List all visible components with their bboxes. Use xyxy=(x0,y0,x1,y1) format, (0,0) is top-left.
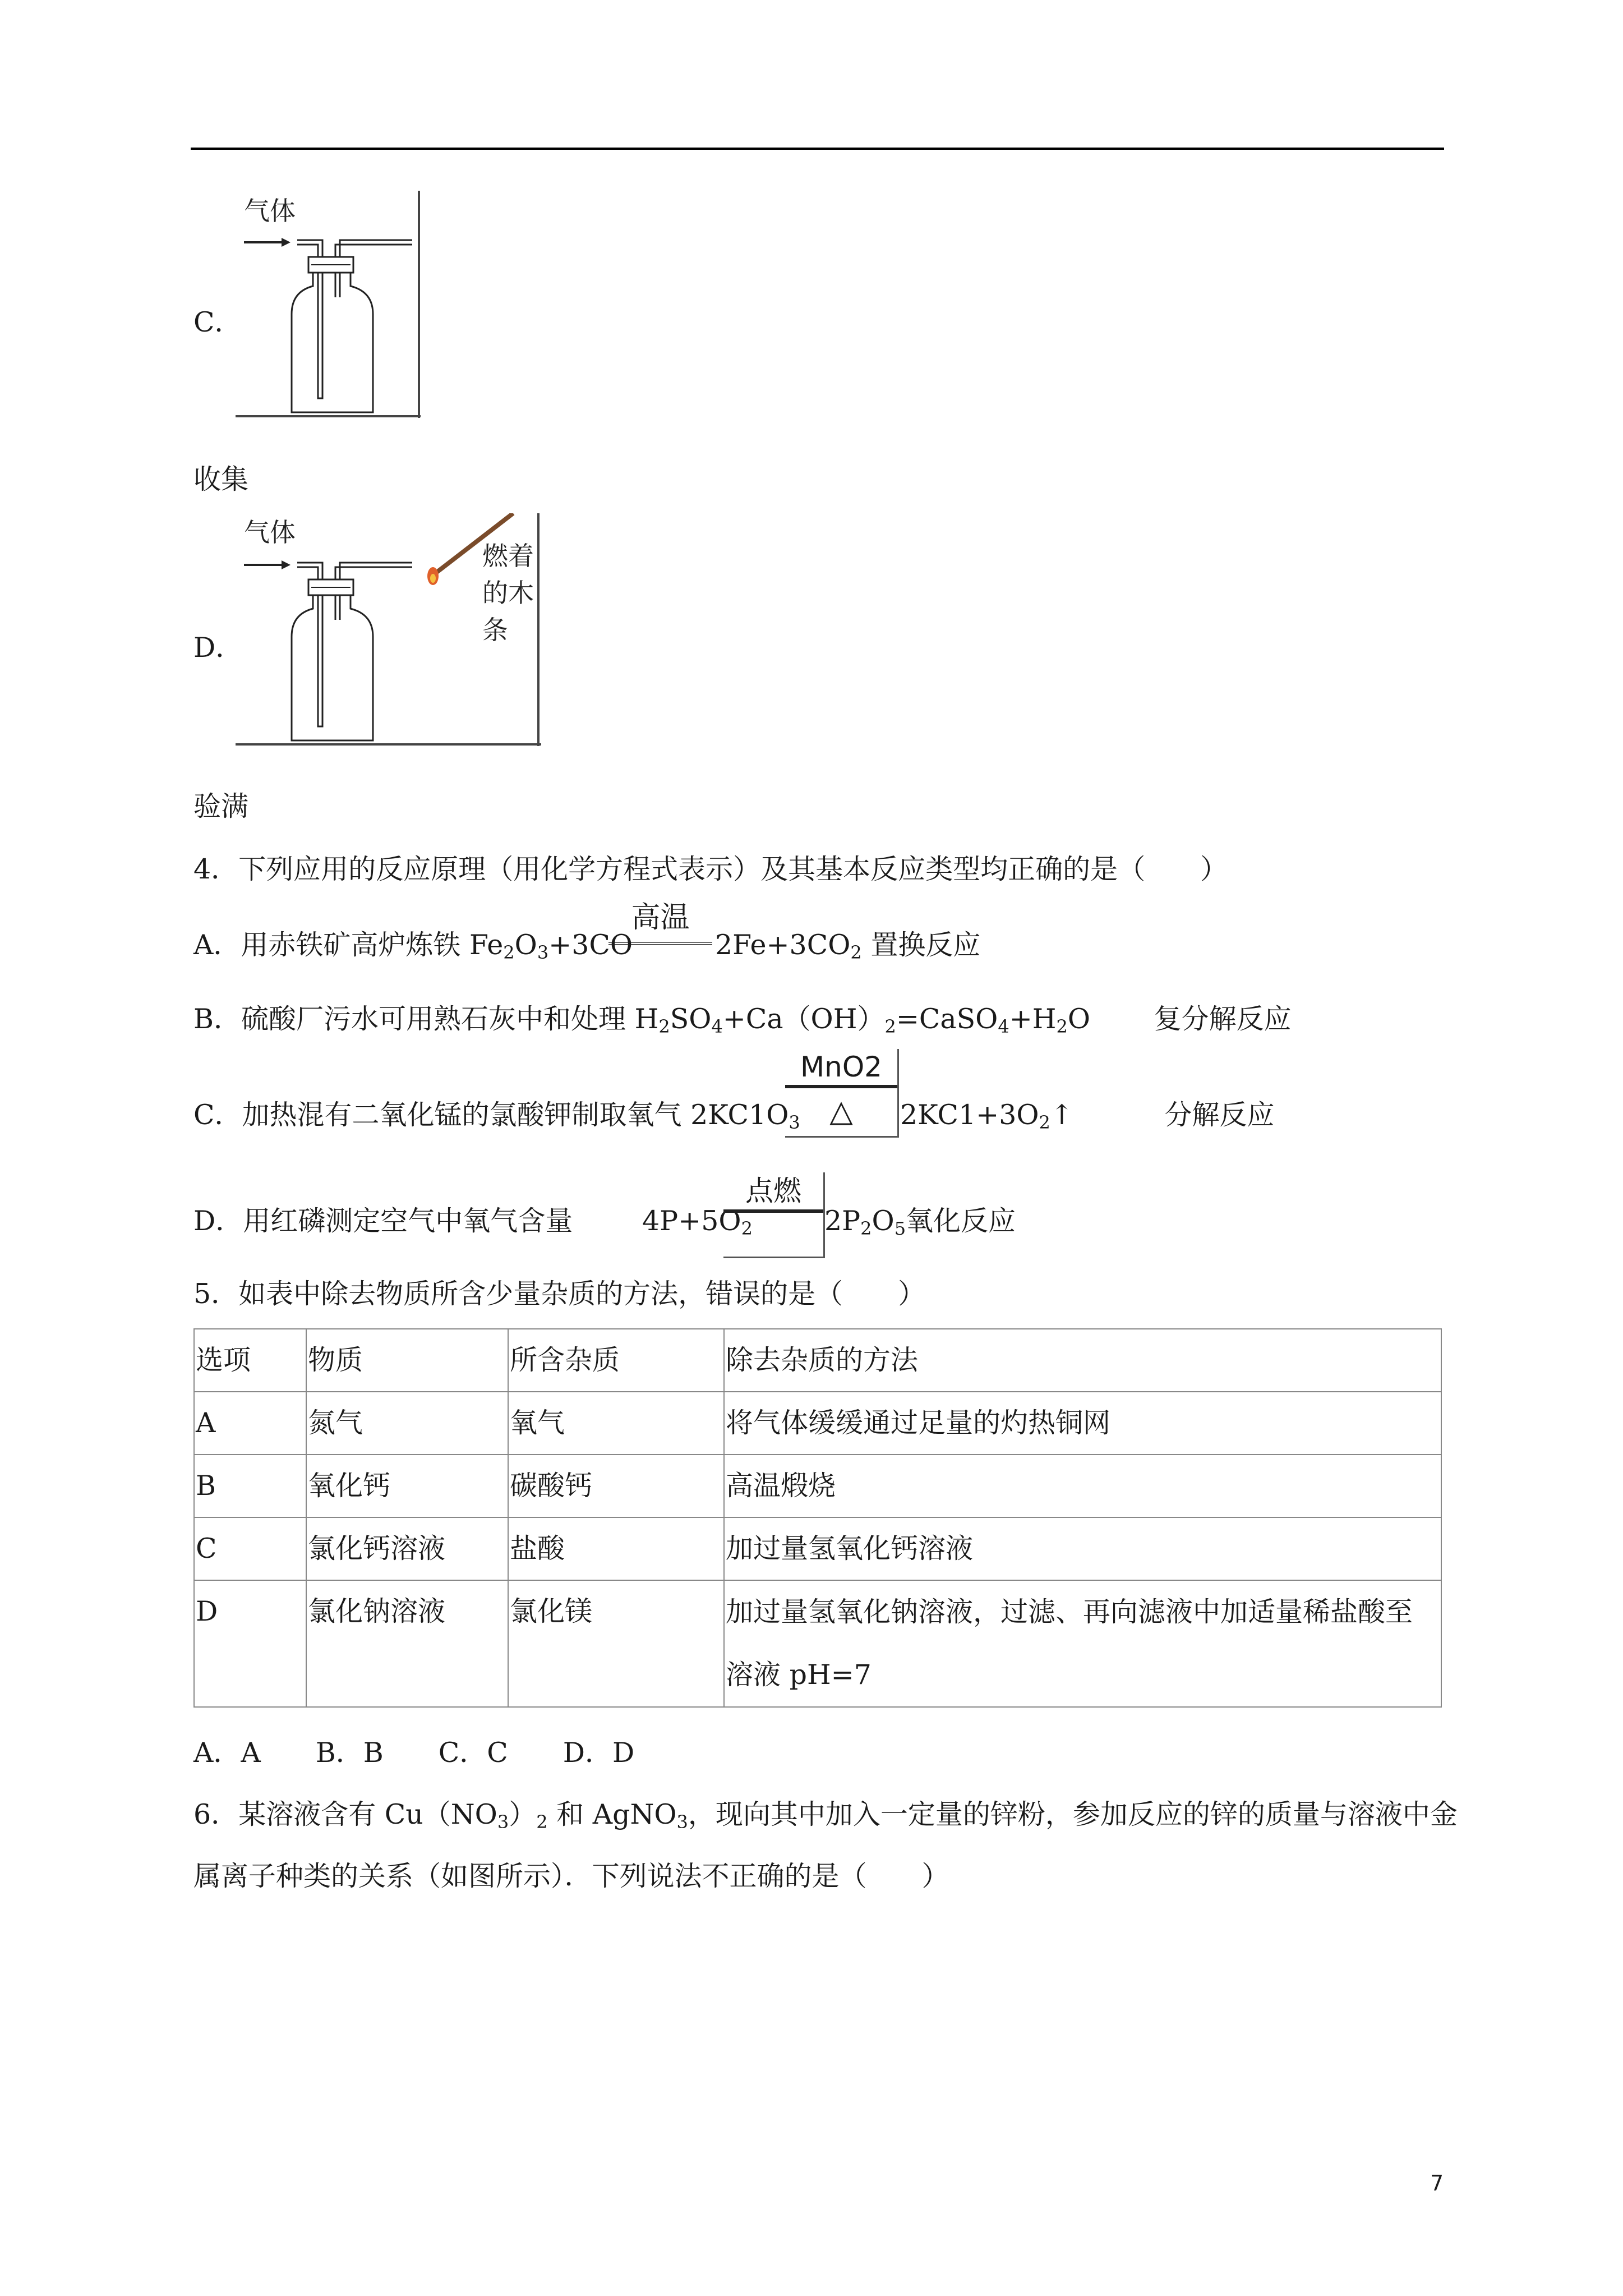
table-cell: 高温煅烧 xyxy=(724,1455,1441,1517)
table-header-row xyxy=(194,1329,1441,1392)
q4-c-products: $2KC1+3O_2↑$ 分解反应 xyxy=(900,1099,1275,1133)
table-cell: 加过量氢氧化钠溶液，过滤、再向滤液中加适量稀盐酸至溶液 pH=7 xyxy=(724,1580,1441,1707)
table-header-cell: 除去杂质的方法 xyxy=(724,1329,1441,1392)
gas-bottle-burning-stick-icon xyxy=(236,513,541,746)
q5-table xyxy=(193,1328,1442,1708)
table-row xyxy=(194,1517,1441,1580)
q6-line1: 6．某溶液含有 $Cu(NO_3)_2$ 和 AgNO$_3$，现向其中加入一定量的锌粉，参加反应的锌的质量与溶液中金 xyxy=(193,1798,1458,1833)
q4-d-condition: 点燃 xyxy=(723,1172,825,1258)
flame-label-line2: 的木 xyxy=(482,578,534,608)
table-cell: D xyxy=(194,1580,306,1707)
table-row xyxy=(194,1392,1441,1455)
gas-label: 气体 xyxy=(244,517,296,547)
table-cell: 氮气 xyxy=(306,1392,508,1455)
option-d-caption: 验满 xyxy=(193,790,249,822)
table-row xyxy=(194,1455,1441,1517)
table-header-cell: 物质 xyxy=(306,1329,508,1392)
q6-line2: 属离子种类的关系（如图所示）．下列说法不正确的是（ ） xyxy=(193,1860,949,1892)
q4-d-products: $2P_2O_5$氧化反应 xyxy=(824,1205,1016,1239)
q4-option-c: C．加热混有二氧化锰的氯酸钾制取氧气 $2KC1O_3$ xyxy=(193,1099,800,1133)
table-header-cell: 所含杂质 xyxy=(508,1329,724,1392)
table-cell: 氧化钙 xyxy=(306,1455,508,1517)
q4-d-reactants: $4P+5O_2$ xyxy=(642,1205,753,1239)
flame-label-line1: 燃着 xyxy=(482,541,534,571)
table-cell: C xyxy=(194,1517,306,1580)
table-cell: 氯化钙溶液 xyxy=(306,1517,508,1580)
q5-answer-choices: A．A B．B C．C D．D xyxy=(193,1737,635,1769)
q5-stem: 5．如表中除去物质所含少量杂质的方法，错误的是（ ） xyxy=(193,1278,926,1310)
table-cell: 将气体缓缓通过足量的灼热铜网 xyxy=(724,1392,1441,1455)
gas-label: 气体 xyxy=(244,196,296,226)
q4-stem: 4．下列应用的反应原理（用化学方程式表示）及其基本反应类型均正确的是（ ） xyxy=(193,853,1228,885)
table-cell: B xyxy=(194,1455,306,1517)
option-c-label: C． xyxy=(193,306,242,338)
option-d-label: D． xyxy=(193,632,243,664)
table-cell: 碳酸钙 xyxy=(508,1455,724,1517)
q4-c-condition: MnO2 △ xyxy=(785,1049,899,1138)
figure-gas-collection-bottle xyxy=(236,191,421,418)
table-cell: 盐酸 xyxy=(508,1517,724,1580)
table-cell: 氯化钠溶液 xyxy=(306,1580,508,1707)
q4-option-b: B．硫酸厂污水可用熟石灰中和处理 $H_2SO_4+Ca(OH)_2=CaSO_4+H_2O$ 复分解反应 xyxy=(193,1003,1292,1037)
table-cell: 氯化镁 xyxy=(508,1580,724,1707)
gas-bottle-collect-icon xyxy=(236,191,421,418)
figure-gas-check-full xyxy=(236,513,541,746)
option-c-caption: 收集 xyxy=(193,463,249,495)
page-number: 7 xyxy=(1430,2171,1444,2196)
q4-a-condition: 高温 xyxy=(608,899,712,945)
flame-label-line3: 条 xyxy=(482,615,508,645)
table-cell: 加过量氢氧化钙溶液 xyxy=(724,1517,1441,1580)
q4-option-a: A．用赤铁矿高炉炼铁 $Fe_2O_3+3CO$ xyxy=(193,929,633,963)
table-row xyxy=(194,1580,1441,1707)
q4-option-d: D．用红磷测定空气中氧气含量 xyxy=(193,1205,573,1237)
q4-a-products: $2Fe+3CO_2$ 置换反应 xyxy=(715,929,981,963)
table-header-cell: 选项 xyxy=(194,1329,306,1392)
table-cell: 氧气 xyxy=(508,1392,724,1455)
header-rule xyxy=(191,148,1444,150)
table-cell: A xyxy=(194,1392,306,1455)
